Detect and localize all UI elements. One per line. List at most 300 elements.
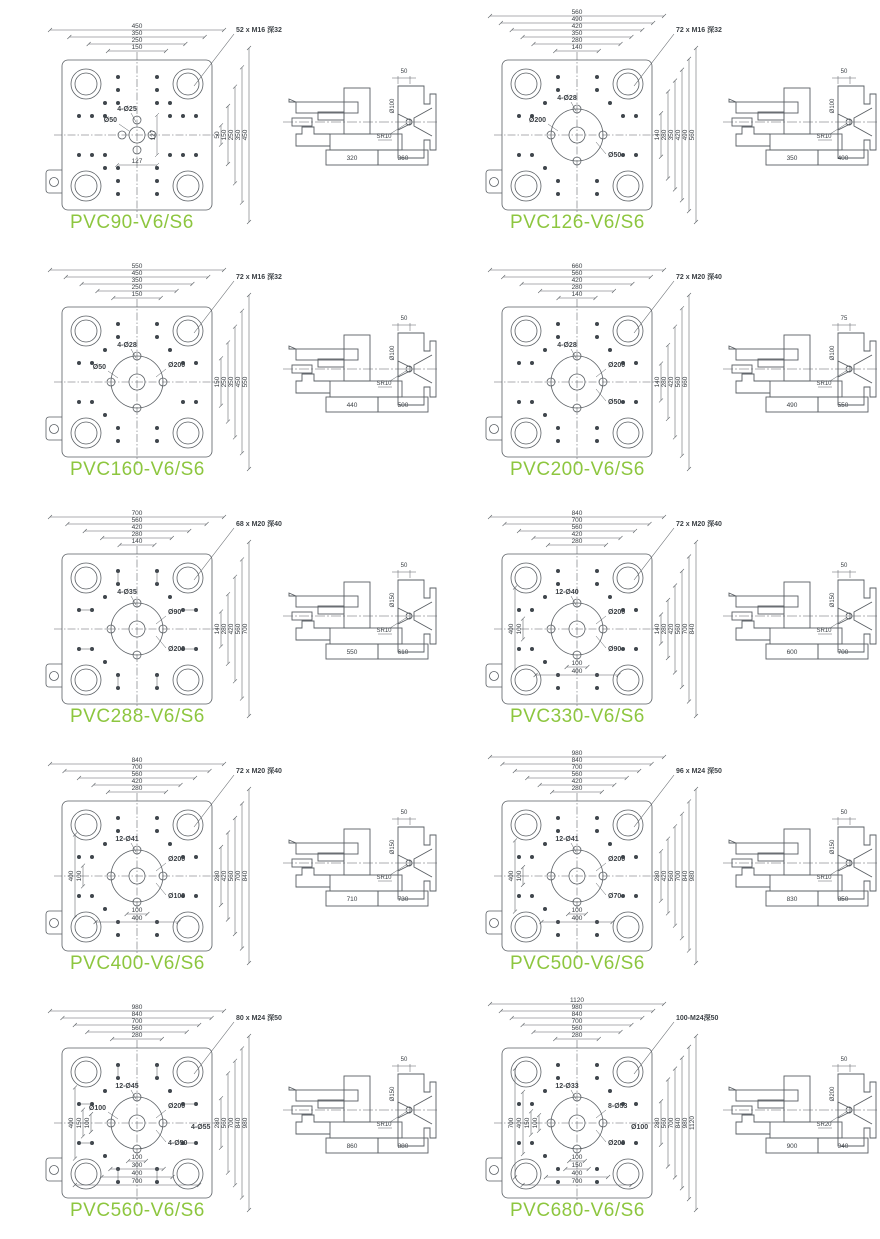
tie-bar-hole <box>71 316 101 346</box>
side-view <box>283 563 437 659</box>
dim-label: 4-Ø28 <box>557 95 577 102</box>
dim-label: 840 <box>571 1011 583 1019</box>
mounting-hole <box>155 816 159 820</box>
side-view <box>723 69 877 165</box>
tie-bar-hole <box>173 810 203 840</box>
mounting-hole <box>556 88 560 92</box>
dim-label: 450 <box>131 23 143 31</box>
dim-label: Ø100 <box>631 1124 649 1131</box>
bolt-spec-label: 100-M24深50 <box>676 1015 719 1022</box>
front-view <box>46 546 220 712</box>
mounting-hole <box>608 101 612 105</box>
injection-barrel <box>736 596 798 607</box>
dim-label: 400 <box>571 1170 583 1178</box>
dim-label: 140 <box>571 44 583 52</box>
dim-label: 490 <box>571 16 583 24</box>
mounting-hole <box>556 816 560 820</box>
mounting-hole <box>517 400 521 404</box>
mounting-hole <box>116 88 120 92</box>
dim-label: 980 <box>131 1004 143 1012</box>
mounting-hole <box>517 1141 521 1145</box>
dim-label: 840 <box>131 1011 143 1019</box>
panel-pvc500 <box>440 743 880 990</box>
bolt-spec-label: 72 x M20 深40 <box>676 274 722 281</box>
mounting-hole <box>77 153 81 157</box>
front-view <box>486 299 660 465</box>
mounting-hole <box>608 1089 612 1093</box>
panel-title: PVC560-V6/S6 <box>70 1200 205 1221</box>
dimension-lines <box>488 263 691 471</box>
dim-label: 12-Ø40 <box>555 589 579 596</box>
side-dia-label: Ø150 <box>830 839 836 855</box>
dim-label: Ø100 <box>168 893 186 900</box>
dim-label: 700 <box>131 1178 143 1186</box>
sr-label: SR10 <box>816 875 832 881</box>
dim-label: 280 <box>654 870 662 882</box>
dim-label: 280 <box>571 538 583 546</box>
dim-label: 420 <box>131 778 143 786</box>
tie-bar-hole <box>613 171 643 201</box>
bolt-spec <box>194 1013 282 1074</box>
foot-bracket <box>46 417 62 440</box>
mounting-hole <box>116 166 120 170</box>
tie-bar-hole <box>613 69 643 99</box>
tie-bar-hole <box>613 1159 643 1189</box>
tie-bar-hole <box>173 563 203 593</box>
mounting-hole <box>634 608 638 612</box>
carriage-block <box>344 829 370 875</box>
dim-label: Ø200 <box>528 117 546 124</box>
side-bottom-dim: 600 <box>786 649 798 656</box>
dim-label: 100 <box>131 907 143 915</box>
carriage-block <box>784 582 810 628</box>
carriage-block <box>344 335 370 381</box>
dim-label: 700 <box>682 623 690 635</box>
mounting-hole <box>103 660 107 664</box>
bolt-spec-label: 68 x M20 深40 <box>236 521 282 528</box>
mounting-hole <box>634 647 638 651</box>
dim-label: 250 <box>228 129 236 141</box>
carriage-block <box>784 335 810 381</box>
dim-label: 420 <box>571 23 583 31</box>
dim-label: 250 <box>221 376 229 388</box>
mounting-hole <box>517 855 521 859</box>
injection-barrel <box>296 349 358 360</box>
mounting-hole <box>155 179 159 183</box>
tie-bar-hole <box>173 1159 203 1189</box>
injection-barrel <box>296 1090 358 1101</box>
front-view <box>486 52 660 218</box>
platen-drawing <box>440 2 880 249</box>
bolt-spec-label: 72 x M16 深32 <box>676 27 722 34</box>
mounting-hole <box>556 192 560 196</box>
center-annotations <box>557 342 625 406</box>
dim-label: 700 <box>571 1178 583 1186</box>
bolt-spec <box>634 25 722 86</box>
tie-bar-hole <box>71 418 101 448</box>
side-view <box>283 69 437 165</box>
bolt-spec <box>634 1013 719 1074</box>
panel-pvc560 <box>0 990 440 1237</box>
sr-label: SR10 <box>376 628 392 634</box>
dim-label: 560 <box>235 623 243 635</box>
mounting-hole <box>556 1180 560 1184</box>
dim-label: 150 <box>571 1162 583 1170</box>
dim-label: 840 <box>689 623 697 635</box>
tie-bar-hole <box>613 316 643 346</box>
mounting-hole <box>103 842 107 846</box>
center-annotations <box>555 589 625 653</box>
dim-label: 660 <box>571 263 583 271</box>
mounting-hole <box>103 595 107 599</box>
dim-label: 420 <box>675 129 683 141</box>
dim-label: 4-Ø28 <box>117 342 137 349</box>
dim-label: 140 <box>654 623 662 635</box>
dimension-lines <box>488 510 698 718</box>
side-view <box>283 1057 437 1153</box>
side-top-dim: 50 <box>840 1057 848 1063</box>
dim-label: 140 <box>131 538 143 546</box>
dim-label: 980 <box>242 1117 250 1129</box>
side-top-dim: 50 <box>400 563 408 569</box>
dim-label: 140 <box>214 623 222 635</box>
mounting-hole <box>595 686 599 690</box>
mounting-hole <box>556 1167 560 1171</box>
mounting-hole <box>103 348 107 352</box>
panel-title: PVC400-V6/S6 <box>70 953 205 974</box>
foot-bracket <box>486 1158 502 1181</box>
side-bottom-dim: 850 <box>837 896 849 903</box>
dim-label: 140 <box>571 291 583 299</box>
dim-label: 4-Ø55 <box>191 1124 211 1131</box>
tie-bar-hole <box>613 1057 643 1087</box>
bolt-spec <box>194 519 282 580</box>
mounting-hole <box>621 894 625 898</box>
side-bottom-dim: 490 <box>786 402 798 409</box>
dim-label: 420 <box>221 870 229 882</box>
mounting-hole <box>168 114 172 118</box>
side-top-dim: 75 <box>840 316 848 322</box>
mounting-hole <box>595 179 599 183</box>
side-bottom-dim: 320 <box>346 155 358 162</box>
panel-title: PVC90-V6/S6 <box>70 212 194 233</box>
mounting-hole <box>90 400 94 404</box>
mounting-hole <box>634 361 638 365</box>
bolt-spec <box>194 766 282 827</box>
mounting-hole <box>155 933 159 937</box>
side-dia-label: Ø150 <box>390 1086 396 1102</box>
mounting-hole <box>116 101 120 105</box>
panel-pvc400 <box>0 743 440 990</box>
dim-label: 280 <box>571 37 583 45</box>
mounting-hole <box>530 153 534 157</box>
tie-bar-hole <box>511 665 541 695</box>
dim-label: 150 <box>214 376 222 388</box>
tie-bar-hole <box>511 418 541 448</box>
mounting-hole-grid <box>517 75 638 196</box>
dim-label: 150 <box>131 291 143 299</box>
dim-label: 700 <box>242 623 250 635</box>
platen-drawing <box>0 990 440 1237</box>
panel-pvc160 <box>0 249 440 496</box>
side-view <box>723 316 877 412</box>
dim-label: Ø50 <box>92 364 106 371</box>
tie-bar-hole <box>613 418 643 448</box>
mounting-hole <box>194 153 198 157</box>
side-bottom-dim: 900 <box>786 1143 798 1150</box>
dim-label: 450 <box>242 129 250 141</box>
mounting-hole <box>103 907 107 911</box>
tie-bar-hole <box>613 810 643 840</box>
mounting-hole <box>116 439 120 443</box>
side-bottom-dim: 440 <box>346 402 358 409</box>
dim-label: 420 <box>571 531 583 539</box>
side-dia-label: Ø150 <box>830 592 836 608</box>
mounting-hole <box>556 569 560 573</box>
dim-label: 400 <box>68 870 76 882</box>
dim-label: 700 <box>668 1117 676 1129</box>
mounting-hole <box>103 101 107 105</box>
panel-pvc90 <box>0 2 440 249</box>
mounting-hole <box>155 75 159 79</box>
dim-label: 700 <box>131 764 143 772</box>
mounting-hole <box>155 88 159 92</box>
carriage-block <box>344 1076 370 1122</box>
dim-label: 100 <box>76 870 84 882</box>
dim-label: 560 <box>221 1117 229 1129</box>
mounting-hole <box>103 1154 107 1158</box>
injection-barrel <box>296 102 358 113</box>
dim-label: 420 <box>668 623 676 635</box>
mounting-hole <box>595 1167 599 1171</box>
mounting-hole <box>155 101 159 105</box>
tie-bar-hole <box>511 563 541 593</box>
mounting-hole <box>181 400 185 404</box>
dim-label: 840 <box>235 1117 243 1129</box>
mounting-hole <box>116 816 120 820</box>
dim-label: 980 <box>689 870 697 882</box>
mounting-hole <box>543 348 547 352</box>
side-bottom-dim: 860 <box>346 1143 358 1150</box>
mounting-hole-grid <box>77 322 198 443</box>
dim-label: 100 <box>532 1117 540 1129</box>
dimension-lines <box>48 510 251 718</box>
dim-label: Ø50 <box>608 399 622 406</box>
bolt-spec <box>194 25 282 86</box>
panel-title: PVC126-V6/S6 <box>510 212 645 233</box>
mounting-hole <box>556 582 560 586</box>
dim-label: Ø50 <box>103 117 117 124</box>
dim-label: 280 <box>131 531 143 539</box>
platen-drawing <box>440 990 880 1237</box>
dim-label: 700 <box>131 510 143 518</box>
dim-label: 300 <box>131 1162 143 1170</box>
center-annotations <box>89 1083 211 1147</box>
mounting-hole <box>543 1089 547 1093</box>
mounting-hole-grid <box>77 569 198 690</box>
tie-bar-hole <box>71 1057 101 1087</box>
dim-label: 280 <box>214 1117 222 1129</box>
side-bottom-dim: 500 <box>397 402 409 409</box>
mounting-hole <box>556 426 560 430</box>
dim-label: 560 <box>131 517 143 525</box>
mounting-hole <box>595 192 599 196</box>
dim-label: 12-Ø41 <box>115 836 139 843</box>
center-annotations <box>115 836 185 900</box>
dim-label: Ø100 <box>88 1105 106 1112</box>
side-bottom-dim: 710 <box>346 896 358 903</box>
sr-label: SR20 <box>816 1122 832 1128</box>
dim-label: 280 <box>214 870 222 882</box>
mounting-hole <box>90 153 94 157</box>
dim-label: 700 <box>675 870 683 882</box>
dim-label: 350 <box>571 30 583 38</box>
dim-label: 140 <box>654 129 662 141</box>
dim-label: 250 <box>131 284 143 292</box>
mounting-hole <box>517 361 521 365</box>
mounting-hole <box>90 855 94 859</box>
platen-drawing <box>0 743 440 990</box>
dim-label: 100 <box>571 907 583 915</box>
dim-label: 280 <box>661 623 669 635</box>
tie-bar-hole <box>71 171 101 201</box>
center-annotations <box>117 589 185 653</box>
mounting-hole <box>556 1063 560 1067</box>
bolt-spec-label: 52 x M16 深32 <box>236 27 282 34</box>
dim-label: 280 <box>131 1032 143 1040</box>
platen-drawing <box>440 743 880 990</box>
side-bottom-dim: 350 <box>786 155 798 162</box>
bolt-spec <box>194 272 282 333</box>
center-annotations <box>104 106 159 167</box>
dim-label: 100 <box>571 1154 583 1162</box>
dim-label: 140 <box>654 376 662 388</box>
sr-label: SR10 <box>816 134 832 140</box>
tie-bar-hole <box>173 665 203 695</box>
dim-label: 400 <box>131 915 143 923</box>
mounting-hole <box>517 1102 521 1106</box>
mounting-hole <box>556 1076 560 1080</box>
panel-title: PVC680-V6/S6 <box>510 1200 645 1221</box>
tie-bar-hole <box>173 316 203 346</box>
dim-label: 127 <box>150 129 158 141</box>
side-top-dim: 50 <box>400 1057 408 1063</box>
injection-barrel <box>296 843 358 854</box>
dim-label: 1120 <box>689 1116 697 1130</box>
dim-label: 560 <box>131 771 143 779</box>
center-annotations <box>555 836 625 900</box>
panel-title: PVC160-V6/S6 <box>70 459 205 480</box>
dim-label: 700 <box>508 1117 516 1129</box>
tie-bar-hole <box>173 69 203 99</box>
injection-barrel <box>296 596 358 607</box>
center-annotations <box>93 342 185 378</box>
dim-label: Ø200 <box>168 1103 186 1110</box>
dim-label: 280 <box>661 376 669 388</box>
dim-label: 450 <box>131 270 143 278</box>
mounting-hole <box>103 1089 107 1093</box>
dim-label: 400 <box>508 623 516 635</box>
mounting-hole <box>621 647 625 651</box>
tie-bar-hole <box>511 69 541 99</box>
panel-title: PVC330-V6/S6 <box>510 706 645 727</box>
mounting-hole <box>77 400 81 404</box>
mounting-hole <box>543 1154 547 1158</box>
side-bottom-dim: 940 <box>837 1143 849 1150</box>
tie-bar-hole <box>511 171 541 201</box>
mounting-hole <box>608 595 612 599</box>
injection-barrel <box>736 843 798 854</box>
tie-bar-hole <box>511 1159 541 1189</box>
side-dia-label: Ø100 <box>830 345 836 361</box>
bolt-spec-label: 72 x M16 深32 <box>236 274 282 281</box>
dim-label: Ø90 <box>608 646 622 653</box>
dim-label: 560 <box>668 870 676 882</box>
foot-bracket <box>46 911 62 934</box>
dim-label: 980 <box>571 1004 583 1012</box>
mounting-hole <box>517 894 521 898</box>
dim-label: 840 <box>682 870 690 882</box>
tie-bar-hole <box>613 665 643 695</box>
dim-label: 100 <box>571 660 583 668</box>
mounting-hole <box>103 153 107 157</box>
platen-drawing <box>0 496 440 743</box>
mounting-hole <box>116 426 120 430</box>
foot-bracket <box>46 170 62 193</box>
mounting-hole <box>595 439 599 443</box>
bolt-spec <box>634 272 722 333</box>
tie-bar-hole <box>173 1057 203 1087</box>
front-view <box>46 299 220 465</box>
dim-label: 560 <box>571 9 583 17</box>
side-bottom-dim: 880 <box>397 1143 409 1150</box>
mounting-hole-grid <box>77 75 198 196</box>
mounting-hole <box>194 855 198 859</box>
dim-label: 420 <box>571 778 583 786</box>
mounting-hole <box>595 569 599 573</box>
dim-label: 450 <box>235 376 243 388</box>
side-top-dim: 50 <box>840 810 848 816</box>
dim-label: 560 <box>131 1025 143 1033</box>
side-view <box>723 563 877 659</box>
mounting-hole <box>595 1076 599 1080</box>
mounting-hole <box>556 75 560 79</box>
sr-label: SR10 <box>816 628 832 634</box>
mounting-hole <box>194 114 198 118</box>
carriage-block <box>784 88 810 134</box>
dim-label: 280 <box>571 284 583 292</box>
tie-bar-hole <box>71 563 101 593</box>
dimension-lines <box>48 757 251 965</box>
tie-bar-hole <box>613 563 643 593</box>
dim-label: 400 <box>68 1117 76 1129</box>
side-bottom-dim: 610 <box>397 649 409 656</box>
mounting-hole <box>517 647 521 651</box>
panel-pvc200 <box>440 249 880 496</box>
dim-label: 150 <box>131 44 143 52</box>
mounting-hole <box>155 426 159 430</box>
tie-bar-hole <box>173 418 203 448</box>
dim-label: 150 <box>76 1117 84 1129</box>
mounting-hole <box>77 855 81 859</box>
foot-bracket <box>46 664 62 687</box>
mounting-hole <box>543 101 547 105</box>
panel-pvc288 <box>0 496 440 743</box>
panel-title: PVC288-V6/S6 <box>70 706 205 727</box>
mounting-hole <box>595 816 599 820</box>
dim-label: Ø90 <box>168 609 182 616</box>
bolt-spec <box>634 519 722 580</box>
